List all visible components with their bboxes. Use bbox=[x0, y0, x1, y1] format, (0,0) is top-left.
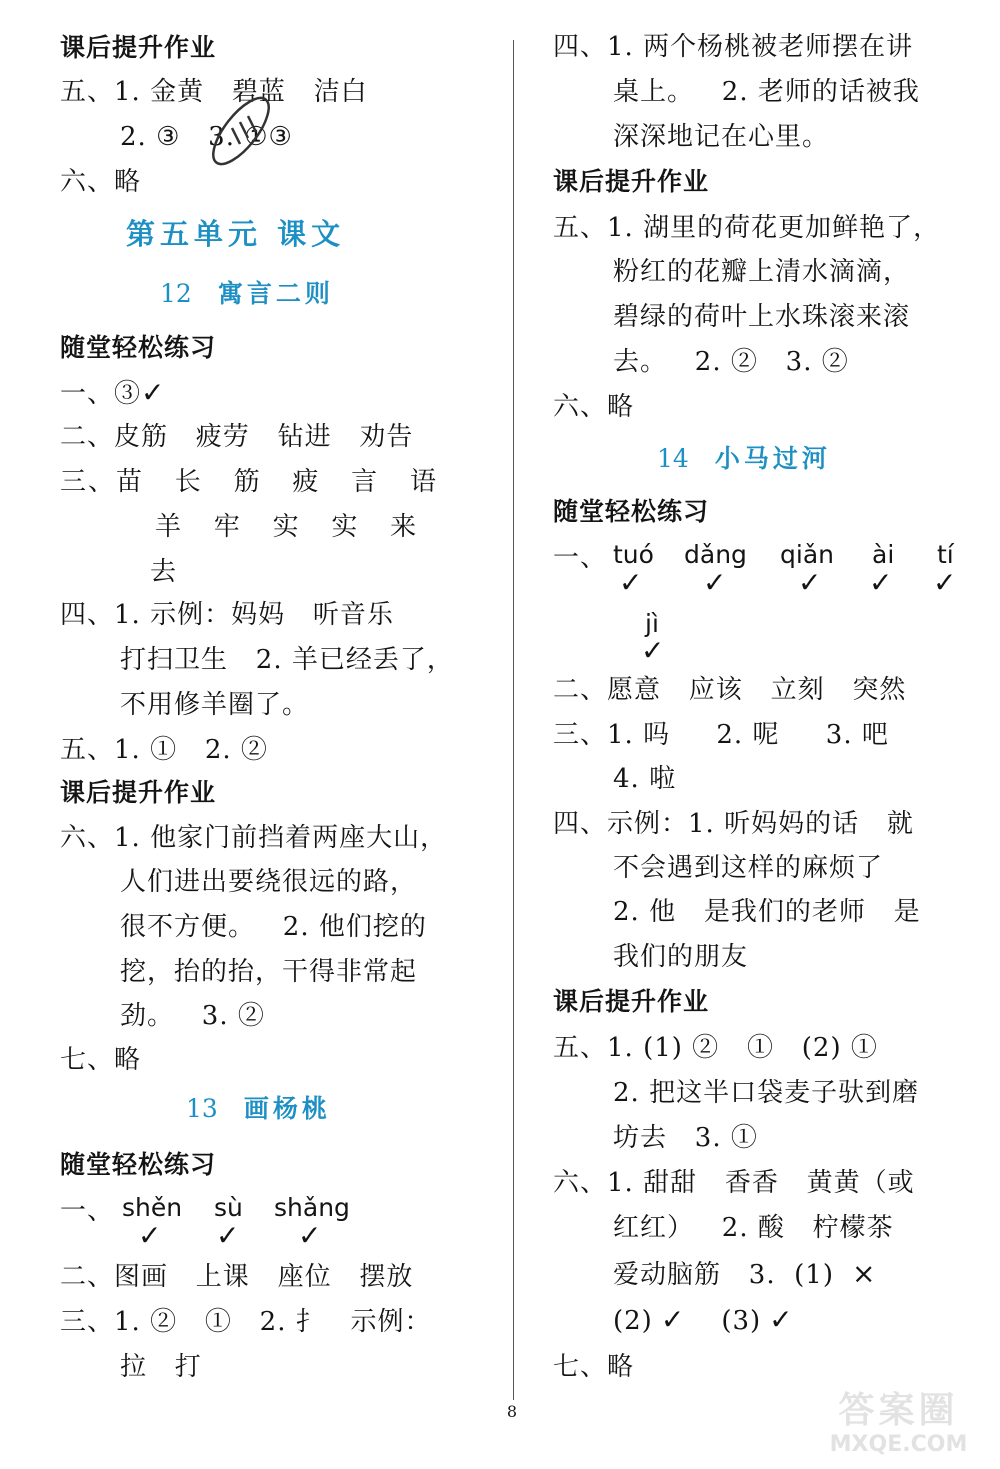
answer-line: 不会遇到这样的麻烦了 bbox=[613, 853, 884, 883]
answer-line: 去。 2. ② 3. ② bbox=[613, 347, 849, 377]
answer-line: 四、1. 两个杨桃被老师摆在讲 bbox=[553, 32, 914, 62]
check-mark: ✓ bbox=[869, 566, 893, 599]
answer-text: 爱动脑筋 3. (1) bbox=[613, 1260, 834, 1290]
check-mark: ✓ bbox=[216, 1219, 240, 1252]
answer-line: 不用修羊圈了。 bbox=[120, 690, 310, 720]
lesson-title bbox=[160, 278, 334, 310]
answer-line: 坊去 3. ① bbox=[613, 1123, 758, 1153]
page-number: 8 bbox=[506, 1402, 518, 1421]
answer-line: 粉红的花瓣上清水滴滴， bbox=[613, 257, 911, 287]
pinyin: tuó bbox=[613, 540, 654, 569]
pinyin: dǎng bbox=[684, 540, 747, 569]
check-mark: ✓ bbox=[138, 1219, 162, 1252]
answer-text: (3) bbox=[721, 1306, 762, 1336]
lesson-number: 14 bbox=[657, 444, 689, 473]
watermark-text: 答案圈 bbox=[838, 1390, 959, 1431]
answer-line: 七、略 bbox=[553, 1352, 635, 1382]
answer-line: 碧绿的荷叶上水珠滚来滚 bbox=[613, 302, 911, 332]
pinyin: shǎng bbox=[274, 1193, 350, 1222]
lesson-number: 12 bbox=[160, 279, 192, 308]
answer-line: 三、苗 长 筋 疲 言 语 bbox=[60, 467, 438, 497]
answer-line: 挖，抬的抬，干得非常起 bbox=[120, 957, 418, 987]
answer-line: 桌上。 2. 老师的话被我 bbox=[613, 77, 920, 107]
answer-line: 三、1. ② ① 2. 扌 示例： bbox=[60, 1307, 432, 1337]
check-mark: ✓ bbox=[641, 634, 665, 667]
answer-line: 2. ③ 3. ①③ bbox=[120, 122, 293, 152]
section-heading: 课后提升作业 bbox=[553, 167, 710, 196]
answer-line-prefix: 一、 bbox=[60, 1196, 115, 1226]
answer-line: 六、1. 甜甜 香香 黄黄（或 bbox=[553, 1168, 915, 1198]
answer-text: (2) bbox=[613, 1306, 653, 1336]
lesson-number: 13 bbox=[186, 1094, 218, 1123]
answer-line: 六、1. 他家门前挡着两座大山， bbox=[60, 823, 448, 853]
pinyin: qiǎn bbox=[780, 540, 834, 569]
section-heading: 随堂轻松练习 bbox=[60, 333, 217, 362]
answer-line: 五、1. ① 2. ② bbox=[60, 735, 268, 765]
answer-line: 二、愿意 应该 立刻 突然 bbox=[553, 675, 907, 705]
check-mark: ✓ bbox=[933, 566, 957, 599]
answer-line: 四、1. 示例：妈妈 听音乐 bbox=[60, 600, 394, 630]
unit-title: 第五单元 课文 bbox=[126, 217, 346, 251]
answer-line: 三、1. 吗 2. 呢 3. 吧 bbox=[553, 720, 889, 750]
section-heading: 课后提升作业 bbox=[60, 778, 217, 807]
section-heading: 课后提升作业 bbox=[553, 987, 710, 1016]
answer-line: 五、1. 湖里的荷花更加鲜艳了， bbox=[553, 213, 941, 243]
pinyin: shěn bbox=[122, 1193, 183, 1222]
section-heading: 随堂轻松练习 bbox=[553, 497, 710, 526]
lesson-name: 小马过河 bbox=[714, 444, 831, 473]
answer-line: 4. 啦 bbox=[613, 764, 677, 794]
answer-line: 六、略 bbox=[60, 167, 142, 197]
answer-line: 我们的朋友 bbox=[613, 942, 749, 972]
column-divider bbox=[513, 40, 514, 1400]
check-mark: ✓ bbox=[619, 566, 643, 599]
answer-line: 五、1. 金黄 碧蓝 洁白 bbox=[60, 77, 368, 107]
answer-line: 六、略 bbox=[553, 392, 635, 422]
answer-line bbox=[613, 1259, 876, 1290]
answer-line: 劲。 3. ② bbox=[120, 1001, 265, 1031]
cross-mark: × bbox=[851, 1257, 877, 1290]
answer-line: 红红） 2. 酸 柠檬茶 bbox=[613, 1213, 894, 1243]
check-mark: ✓ bbox=[769, 1303, 794, 1336]
answer-line bbox=[60, 378, 165, 409]
check-mark: ✓ bbox=[798, 566, 822, 599]
answer-line: 人们进出要绕很远的路， bbox=[120, 867, 418, 897]
answer-line: 七、略 bbox=[60, 1045, 142, 1075]
lesson-title bbox=[186, 1093, 331, 1125]
check-mark: ✓ bbox=[298, 1219, 322, 1252]
answer-line: 拉 打 bbox=[120, 1352, 202, 1382]
answer-line: 二、图画 上课 座位 摆放 bbox=[60, 1262, 414, 1292]
lesson-name: 画杨桃 bbox=[243, 1094, 331, 1123]
answer-line-prefix: 一、 bbox=[553, 543, 608, 573]
answer-line: 2. 他 是我们的老师 是 bbox=[613, 897, 921, 927]
watermark-logo bbox=[806, 1390, 991, 1460]
section-heading: 随堂轻松练习 bbox=[60, 1150, 217, 1179]
lesson-title bbox=[657, 443, 831, 475]
answer-line: 五、1. (1) ② ① (2) ① bbox=[553, 1033, 878, 1063]
answer-line: 打扫卫生 2. 羊已经丢了， bbox=[120, 645, 454, 675]
answer-line: 去 bbox=[150, 557, 178, 587]
check-mark: ✓ bbox=[141, 376, 166, 409]
answer-line bbox=[613, 1305, 794, 1336]
section-heading: 课后提升作业 bbox=[60, 33, 217, 62]
answer-line: 羊 牢 实 实 来 bbox=[155, 512, 419, 542]
watermark-url: MXQE.COM bbox=[829, 1432, 968, 1457]
answer-line: 2. 把这半口袋麦子驮到磨 bbox=[613, 1078, 920, 1108]
pinyin: sù bbox=[214, 1193, 243, 1222]
pinyin: tí bbox=[937, 540, 954, 569]
answer-text: 一、③ bbox=[60, 379, 142, 409]
check-mark: ✓ bbox=[660, 1303, 686, 1336]
handwritten-scribble bbox=[196, 86, 286, 176]
answer-line: 很不方便。 2. 他们挖的 bbox=[120, 912, 427, 942]
answer-line: 二、皮筋 疲劳 钻进 劝告 bbox=[60, 422, 414, 452]
lesson-name: 寓言二则 bbox=[217, 279, 334, 308]
check-mark: ✓ bbox=[703, 566, 727, 599]
pinyin: ài bbox=[872, 540, 895, 569]
answer-line: 四、示例：1. 听妈妈的话 就 bbox=[553, 809, 914, 839]
pinyin: jì bbox=[645, 609, 659, 638]
answer-line: 深深地记在心里。 bbox=[613, 122, 830, 152]
